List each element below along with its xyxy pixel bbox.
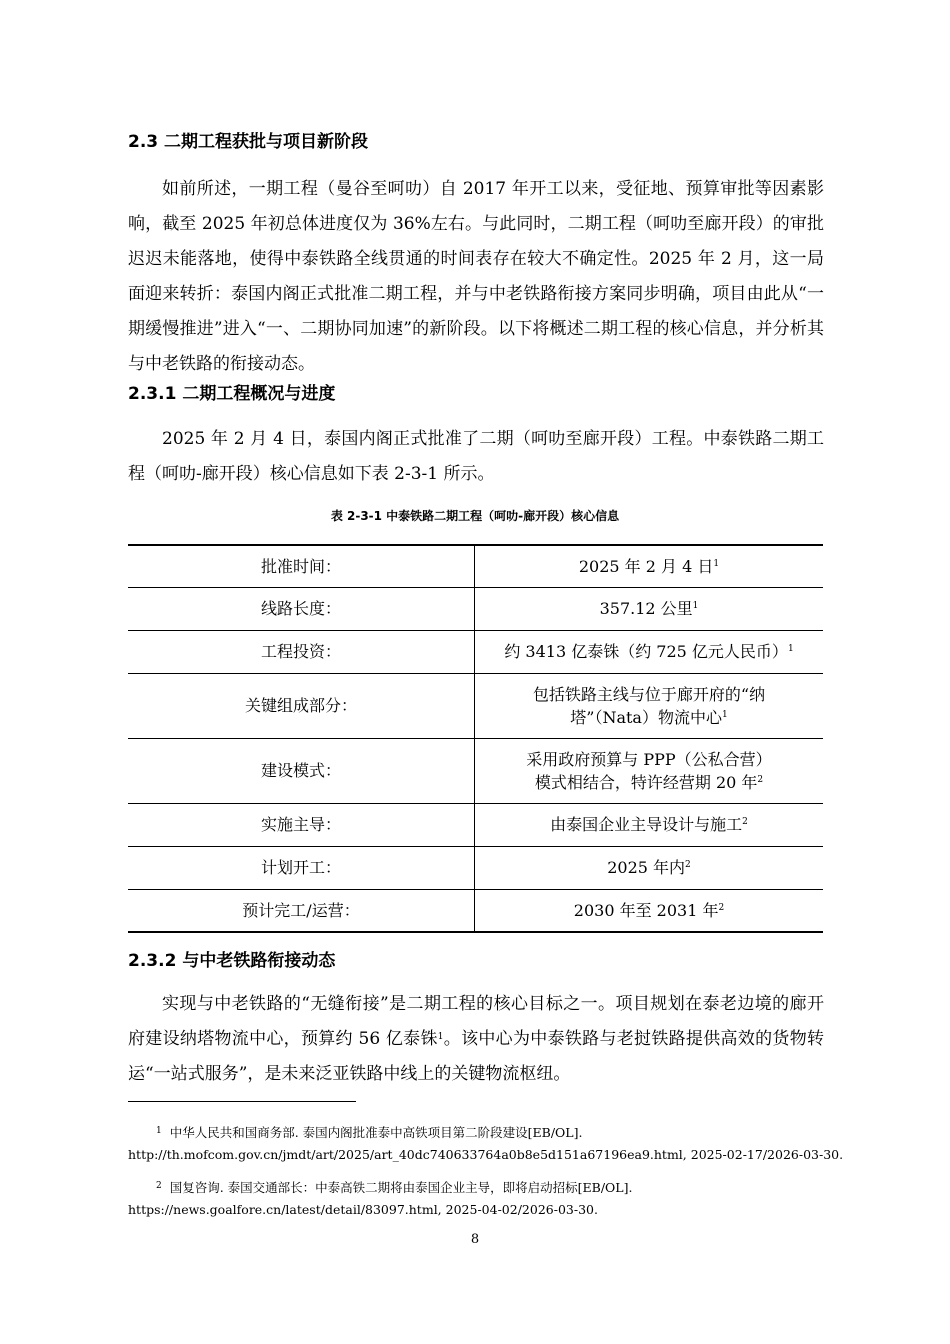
- footnote-mark: 2: [156, 1181, 162, 1191]
- row-value: 2030 年至 2031 年$^2$: [475, 889, 824, 932]
- footnote-ref: 2: [742, 817, 748, 827]
- row-value: 2025 年内$^2$: [475, 846, 824, 889]
- subsection-heading-overview: 2.3.1 二期工程概况与进度: [128, 384, 336, 404]
- footnote-2: $^2$ 国复咨询. 泰国交通部长：中泰高铁二期将由泰国企业主导，即将启动招标[EB/OL]. https://news.goalfore.cn/latest/detail/83097.html, 2025-04-02/2026-03-30.: [128, 1177, 828, 1221]
- row-label: 建设模式：: [128, 738, 475, 803]
- table-row: [128, 673, 823, 738]
- footnote-divider: [128, 1101, 356, 1102]
- row-label: 计划开工：: [128, 846, 475, 889]
- overview-paragraph: 2025 年 2 月 4 日，泰国内阁正式批准了二期（呵叻至廊开段）工程。中泰铁路二期工程（呵叻-廊开段）核心信息如下表 2-3-1 所示。: [128, 429, 824, 484]
- intro-paragraph: 如前所述，一期工程（曼谷至呵叻）自 2017 年开工以来，受征地、预算审批等因素影响，截至 2025 年初总体进度仅为 36%左右。与此同时，二期工程（呵叻至廊开段）的审批迟迟未能落地，使得中泰铁路全线贯通的时间表存在较大不确定性。2025 年 2 月，这一局面迎来转折：泰国内阁正式批准二期工程，并与中老铁路衔接方案同步明确，项目由此从“一期缓慢推进”进入“一、二期协同加速”的新阶段。以下将概述二期工程的核心信息，并分析其与中老铁路的衔接动态。: [128, 179, 824, 374]
- footnote-ref: 1: [437, 1032, 444, 1042]
- table-row: [128, 587, 823, 630]
- row-label: 实施主导：: [128, 803, 475, 846]
- footnote-ref: 1: [787, 644, 794, 654]
- footnote-url[interactable]: https://news.goalfore.cn/latest/detail/83097.html, 2025-04-02/2026-03-30.: [128, 1202, 598, 1217]
- row-label: 线路长度：: [128, 587, 475, 630]
- table-caption: 表 2-3-1 中泰铁路二期工程（呵叻-廊开段）核心信息: [330, 509, 620, 523]
- row-label: 工程投资：: [128, 630, 475, 673]
- row-value: 由泰国企业主导设计与施工$^2$: [475, 803, 824, 846]
- table-row: [128, 630, 823, 673]
- footnote-ref: 1: [713, 558, 720, 569]
- row-value: 采用政府预算与 PPP（公私合营）模式相结合，特许经营期 20 年$^2$: [475, 738, 824, 803]
- row-value: 包括铁路主线与位于廊开府的“纳塔”（Nata）物流中心$^1$: [475, 673, 824, 738]
- section-heading: 2.3 二期工程获批与项目新阶段: [128, 132, 369, 152]
- table-row: [128, 889, 823, 932]
- footnote-ref: 2: [685, 860, 691, 870]
- row-value: 约 3413 亿泰铢（约 725 亿元人民币）$^1$: [475, 630, 824, 673]
- page-number: 8: [470, 1232, 480, 1247]
- footnote-1: $^1$ 中华人民共和国商务部. 泰国内阁批准泰中高铁项目第二阶段建设[EB/OL]. http://th.mofcom.gov.cn/jmdt/art/2025/art_40dc740633764a0b8e5d151a67196ea9.html, 2025-02-17/2026-03-30.: [128, 1122, 828, 1166]
- footnote-url[interactable]: http://th.mofcom.gov.cn/jmdt/art/2025/art_40dc740633764a0b8e5d151a67196ea9.html, 2025-02-17/2026-03-30.: [128, 1147, 844, 1162]
- footnote-ref: 2: [718, 902, 725, 913]
- core-info-table: [128, 544, 823, 933]
- row-label: 批准时间：: [128, 545, 475, 587]
- footnote-ref: 1: [721, 709, 728, 720]
- table-row: [128, 545, 823, 587]
- row-value: 2025 年 2 月 4 日$^1$: [475, 545, 824, 587]
- table-row: [128, 846, 823, 889]
- row-label: 关键组成部分：: [128, 673, 475, 738]
- footnote-ref: 2: [757, 774, 764, 785]
- footnote-mark: 1: [156, 1126, 162, 1136]
- row-label: 预计完工/运营：: [128, 889, 475, 932]
- row-value: 357.12 公里$^1$: [475, 587, 824, 630]
- footnote-ref: 1: [692, 601, 699, 611]
- connection-paragraph: 实现与中老铁路的“无缝衔接”是二期工程的核心目标之一。项目规划在泰老边境的廊开府建设纳塔物流中心，预算约 56 亿泰铢$^1$。该中心为中泰铁路与老挝铁路提供高效的货物转运“一站式服务”，是未来泛亚铁路中线上的关键物流枢纽。: [128, 994, 824, 1084]
- table-row: [128, 738, 823, 803]
- subsection-heading-connection: 2.3.2 与中老铁路衔接动态: [128, 951, 336, 971]
- table-row: [128, 803, 823, 846]
